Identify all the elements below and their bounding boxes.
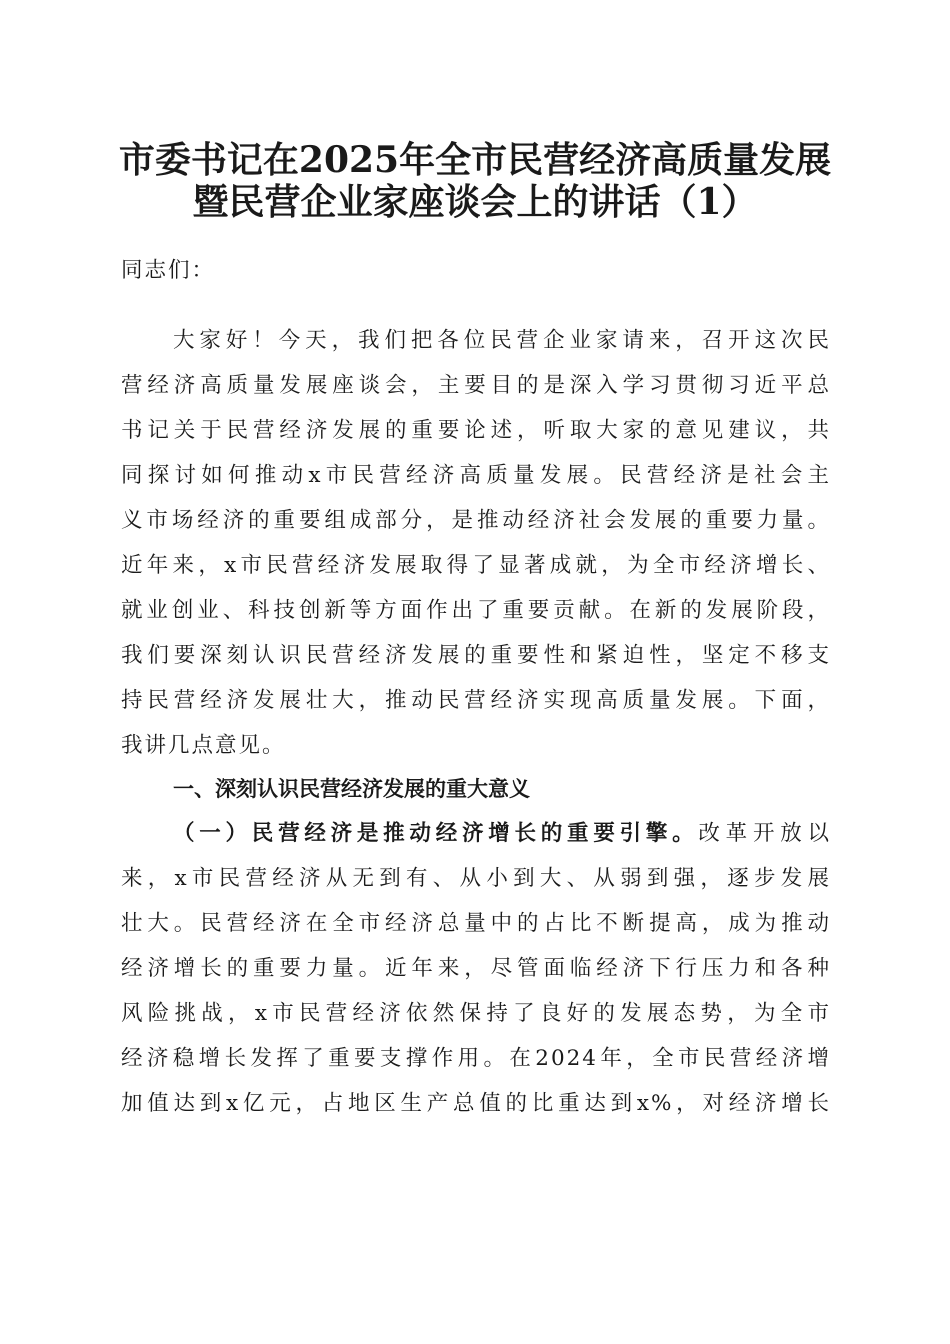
paragraph-line: 义市场经济的重要组成部分，是推动经济社会发展的重要力量。 <box>121 508 831 533</box>
section-heading: 一、深刻认识民营经济发展的重大意义 <box>173 777 530 801</box>
paragraph-line: 风险挑战，x市民营经济依然保持了良好的发展态势，为全市 <box>121 1001 831 1026</box>
paragraph-line: 经济稳增长发挥了重要支撑作用。在2024年，全市民营经济增 <box>121 1046 831 1071</box>
paragraph-line: 持民营经济发展壮大，推动民营经济实现高质量发展。下面， <box>121 688 831 713</box>
subsection-first-rest: 改革开放以 <box>698 821 831 846</box>
paragraph-line: 就业创业、科技创新等方面作出了重要贡献。在新的发展阶段， <box>121 598 831 623</box>
paragraph-line: 同探讨如何推动x市民营经济高质量发展。民营经济是社会主 <box>121 463 831 488</box>
document-title-line-2: 暨民营企业家座谈会上的讲话（1） <box>192 181 758 223</box>
paragraph-line: 经济增长的重要力量。近年来，尽管面临经济下行压力和各种 <box>121 956 831 981</box>
paragraph-line: 加值达到x亿元，占地区生产总值的比重达到x%，对经济增长 <box>121 1091 831 1116</box>
paragraph-line: 我们要深刻认识民营经济发展的重要性和紧迫性，坚定不移支 <box>121 643 831 668</box>
paragraph-line: 来，x市民营经济从无到有、从小到大、从弱到强，逐步发展 <box>121 866 831 891</box>
paragraph-line: 壮大。民营经济在全市经济总量中的占比不断提高，成为推动 <box>121 911 831 936</box>
subsection-lead: （一）民营经济是推动经济增长的重要引擎。 <box>173 821 699 846</box>
document-title-line-1: 市委书记在2025年全市民营经济高质量发展 <box>118 139 832 181</box>
paragraph-line: 营经济高质量发展座谈会，主要目的是深入学习贯彻习近平总 <box>121 373 831 398</box>
paragraph-line: 近年来，x市民营经济发展取得了显著成就，为全市经济增长、 <box>121 553 831 578</box>
paragraph-line: 我讲几点意见。 <box>121 733 286 758</box>
salutation: 同志们： <box>121 258 216 283</box>
paragraph-line: 大家好！今天，我们把各位民营企业家请来，召开这次民 <box>173 328 831 353</box>
paragraph-line: 书记关于民营经济发展的重要论述，听取大家的意见建议，共 <box>121 418 831 443</box>
subsection-first-line <box>173 819 831 849</box>
